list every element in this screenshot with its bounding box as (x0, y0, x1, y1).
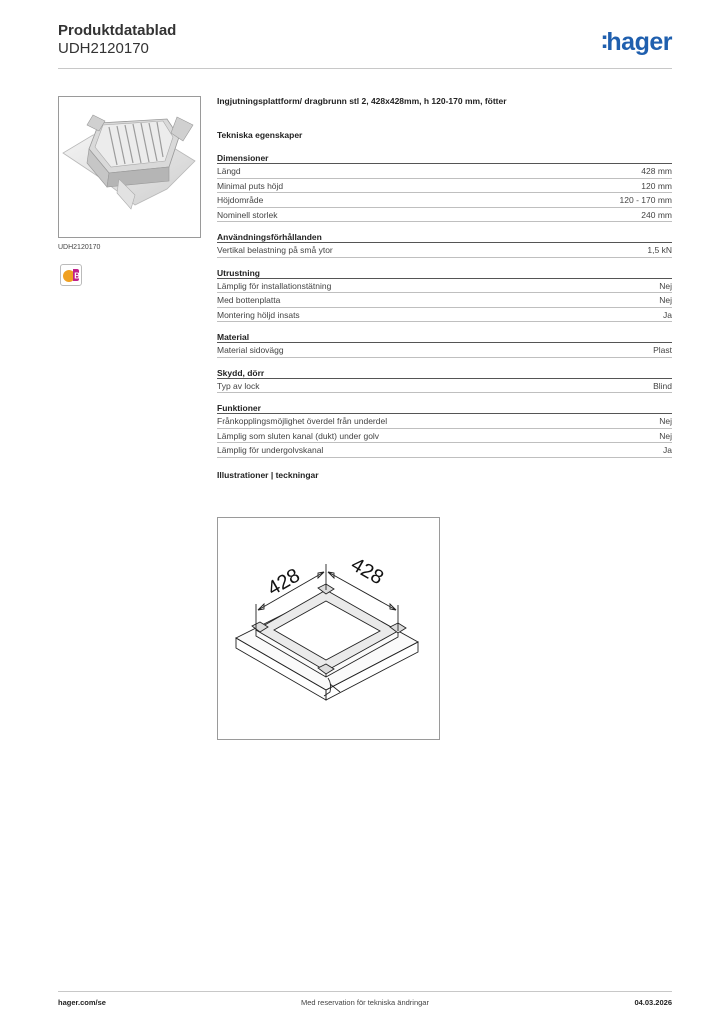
dimension-label-right: 428 (347, 553, 388, 590)
product-description: Ingjutningsplattform/ dragbrunn stl 2, 428x428mm, h 120-170 mm, fötter (217, 96, 507, 106)
spec-row (217, 308, 672, 323)
product-code: UDH2120170 (58, 40, 149, 57)
spec-value: Blind (653, 380, 672, 391)
spec-value: 120 mm (641, 180, 672, 191)
spec-row (217, 279, 672, 294)
spec-section-title: Material (217, 331, 672, 343)
spec-value: 120 - 170 mm (619, 195, 672, 205)
spec-value: 240 mm (641, 209, 672, 220)
product-image-caption: UDH2120170 (58, 244, 101, 251)
spec-value: Nej (659, 416, 672, 426)
header-divider (58, 68, 672, 69)
dimension-drawing-svg (218, 518, 439, 739)
spec-row (217, 379, 672, 394)
bim-icon[interactable] (60, 264, 82, 286)
logo-text: hager (606, 28, 672, 56)
spec-section-title: Användningsförhållanden (217, 231, 672, 243)
spec-label: Lämplig för undergolvskanal (217, 445, 324, 455)
document-title: Produktdatablad (58, 22, 177, 39)
spec-value: 428 mm (641, 166, 672, 176)
spec-row (217, 343, 672, 358)
spec-value: Plast (653, 345, 672, 355)
spec-label: Längd (217, 166, 241, 176)
svg-text:B: B (74, 271, 80, 281)
spec-section-title: Dimensioner (217, 152, 672, 164)
spec-label: Material sidovägg (217, 345, 284, 355)
spec-row (217, 208, 672, 223)
specs-sections (217, 152, 672, 458)
hager-logo: :hager (600, 26, 672, 56)
spec-label: Nominell storlek (217, 209, 278, 220)
spec-section-title: Utrustning (217, 267, 672, 279)
spec-value: Ja (663, 445, 672, 455)
spec-value: 1,5 kN (647, 245, 672, 255)
spec-section (217, 231, 672, 258)
spec-row (217, 179, 672, 194)
product-image-drawing (59, 97, 200, 237)
spec-row (217, 429, 672, 444)
spec-section-title: Funktioner (217, 402, 672, 414)
spec-section (217, 267, 672, 323)
spec-row (217, 193, 672, 208)
dimension-drawing (217, 517, 440, 740)
spec-label: Lämplig för installationstätning (217, 280, 332, 291)
spec-section (217, 152, 672, 222)
footer-divider (58, 991, 672, 992)
footer-website-link[interactable]: hager.com/se (58, 998, 106, 1007)
spec-label: Typ av lock (217, 380, 260, 391)
spec-value: Nej (659, 280, 672, 291)
spec-row (217, 243, 672, 258)
spec-label: Vertikal belastning på små ytor (217, 245, 333, 255)
specs-heading: Tekniska egenskaper (217, 130, 303, 140)
spec-section (217, 331, 672, 358)
product-image (58, 96, 201, 238)
spec-row (217, 293, 672, 308)
dimension-label-left: 428 (263, 564, 304, 601)
spec-label: Med bottenplatta (217, 295, 281, 305)
footer-date: 04.03.2026 (634, 998, 672, 1007)
spec-label: Lämplig som sluten kanal (dukt) under golv (217, 430, 380, 441)
spec-label: Minimal puts höjd (217, 180, 284, 191)
spec-section (217, 367, 672, 394)
spec-row (217, 414, 672, 429)
footer-disclaimer: Med reservation för tekniska ändringar (301, 998, 429, 1007)
spec-row (217, 443, 672, 458)
spec-section (217, 402, 672, 458)
bim-icon-graphic (61, 265, 81, 285)
main-content (217, 96, 672, 482)
spec-label: Frånkopplingsmöjlighet överdel från underdel (217, 416, 388, 426)
spec-label: Höjdområde (217, 195, 264, 205)
spec-value: Ja (663, 309, 672, 320)
illustrations-heading: Illustrationer | teckningar (217, 469, 319, 480)
spec-value: Nej (659, 430, 672, 441)
page-footer (58, 998, 672, 1010)
spec-label: Montering höljd insats (217, 309, 300, 320)
spec-row (217, 164, 672, 179)
spec-section-title: Skydd, dörr (217, 367, 672, 379)
spec-value: Nej (659, 295, 672, 305)
page-header (58, 22, 672, 68)
